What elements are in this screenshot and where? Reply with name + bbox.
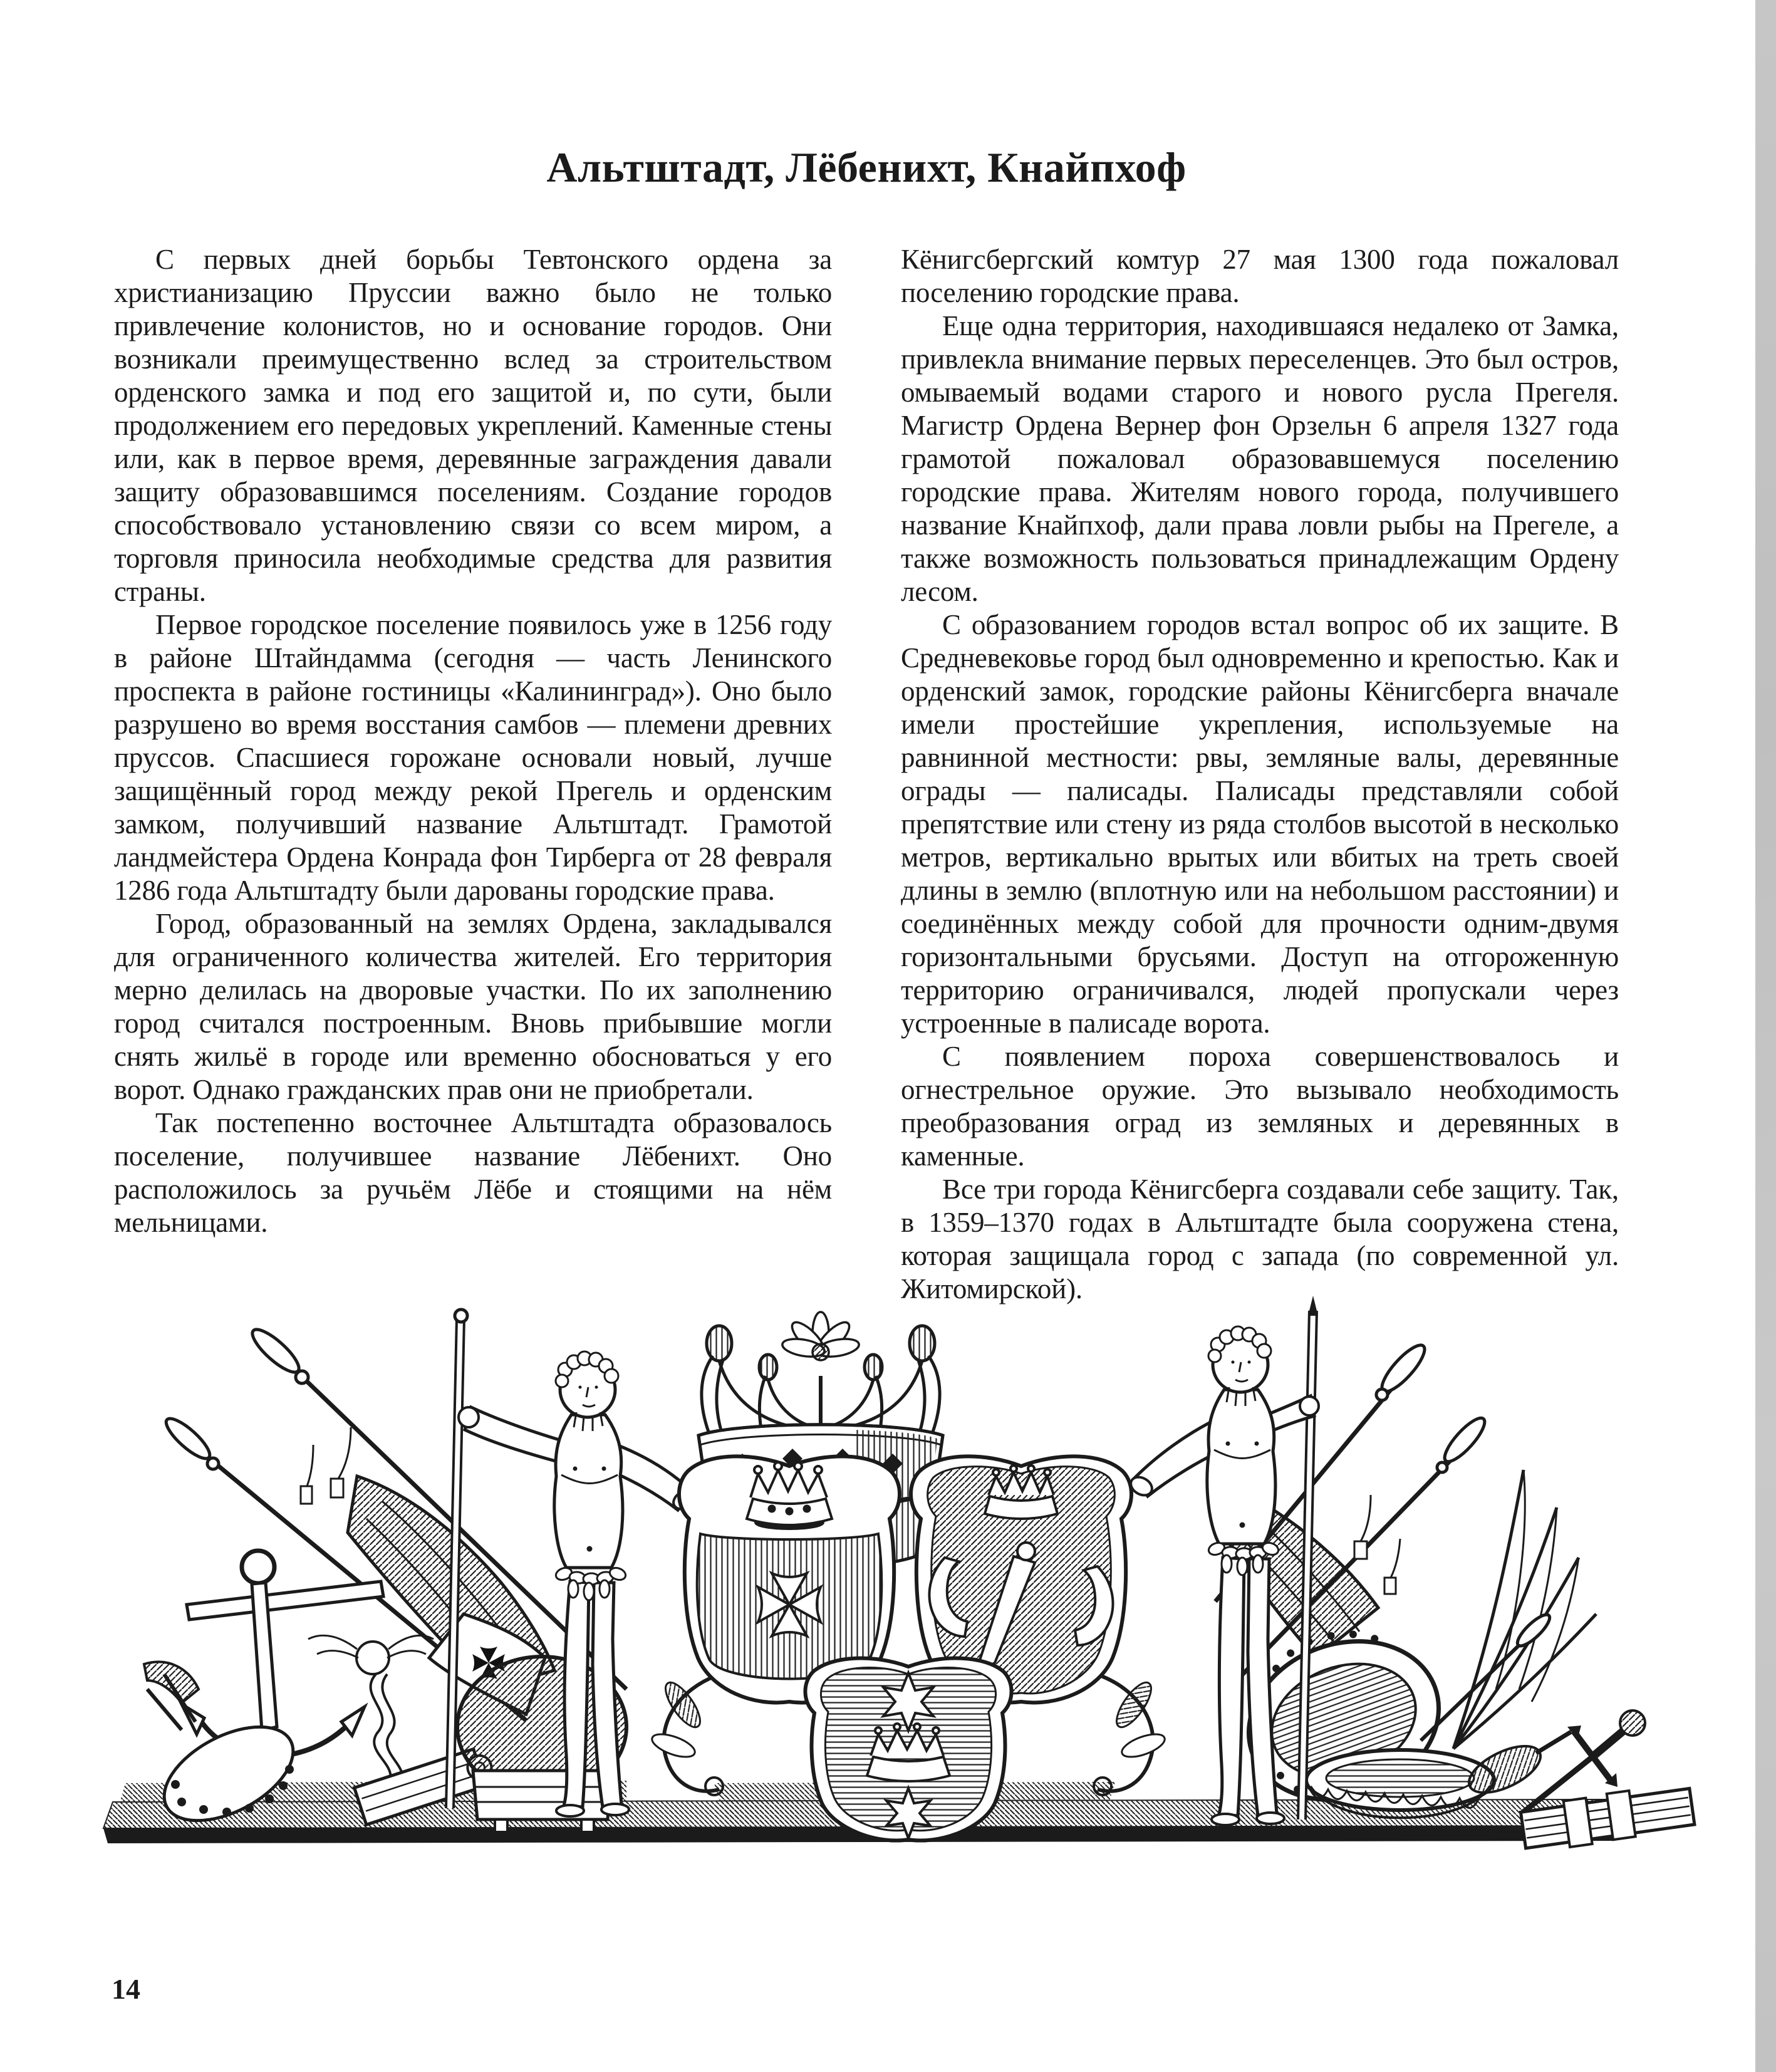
koenigsberg-coat-of-arms-engraving bbox=[88, 1288, 1716, 1860]
page-title: Альтштадт, Лёбенихт, Кнайпхоф bbox=[546, 143, 1187, 191]
paragraph: Так постепенно восточнее Альтштадта образовалось поселение, получившее название Лёбенихт. Оно расположилось за ручьём Лёбе и стоящими на нём мельницами. bbox=[114, 1107, 832, 1238]
page-number: 14 bbox=[112, 1973, 140, 2005]
loebenicht-shield bbox=[805, 1658, 1011, 1841]
paragraph: С образованием городов встал вопрос об их защите. В Средневековье город был одновременно и крепостью. Как и орденский замок, городские районы Кёнигсберга вначале имели простейшие укрепления, используемые на равнинной местности: рвы, земляные валы, деревянные ограды — палисады. Палисады представляли собой препятствие или стену из ряда столбов высотой в несколько метров, вертикально врытых или вбитых на треть своей длины в землю (вплотную или на небольшом расстоянии) и соединённых между собой для прочности одним-двумя горизонтальными брусьями. Доступ на отгороженную территорию ограничивался, людей пропускали через устроенные в палисаде ворота. bbox=[901, 609, 1619, 1039]
paragraph: Город, образованный на землях Ордена, закладывался для ограниченного количества жителей. Его территория мерно делилась на дворовые участки. По их заполнению город считался построенным. Вновь прибывшие могли снять жильё в городе или временно обосноваться у его ворот. Однако гражданских прав они не приобретали. bbox=[114, 908, 832, 1105]
scan-edge-strip bbox=[1755, 0, 1776, 2072]
paragraph: Еще одна территория, находившаяся недалеко от Замка, привлекла внимание первых переселенцев. Это был остров, омываемый водами старого и нового русла Прегеля. Магистр Ордена Вернер фон Орзельн 6 апреля 1327 года грамотой пожаловал образовавшемуся поселению городские права. Жителям нового города, получившего название Кнайпхоф, дали права ловли рыбы на Прегеле, а также возможность пользоваться принадлежащим Ордену лесом. bbox=[901, 310, 1619, 607]
paragraph: Кёнигсбергский комтур 27 мая 1300 года пожаловал поселению городские права. bbox=[901, 244, 1619, 308]
paragraph: С появлением пороха совершенствовалось и огнестрельное оружие. Это вызывало необходимость преобразования оград из земляных и деревянных в каменные. bbox=[901, 1041, 1619, 1172]
paragraph: С первых дней борьбы Тевтонского ордена за христианизацию Пруссии важно было не только привлечение колонистов, но и основание городов. Они возникали преимущественно вслед за строительством орденского замка и под его защитой и, по сути, были продолжением его передовых укреплений. Каменные стены или, как в первое время, деревянные заграждения давали защиту образовавшимся поселениям. Создание городов способствовало установлению связи со всем миром, а торговля приносила необходимые средства для развития страны. bbox=[114, 244, 832, 607]
trophies-left bbox=[144, 1324, 626, 1840]
text-column-left bbox=[114, 243, 832, 1239]
paragraph: Первое городское поселение появилось уже в 1256 году в районе Штайндамма (сегодня — часть Ленинского проспекта в районе гостиницы «Калининград»). Оно было разрушено во время восстания самбов — племени древних пруссов. Спасшиеся горожане основали новый, лучше защищённый город между рекой Прегель и орденским замком, получивший название Альтштадт. Грамотой ландмейстера Ордена Конрада фон Тирберга от 28 февраля 1286 года Альтштадту были дарованы городские права. bbox=[114, 609, 832, 906]
text-column-right bbox=[901, 243, 1619, 1306]
paragraph: Все три города Кёнигсберга создавали себе защиту. Так, в 1359–1370 годах в Альтштадте была сооружена стена, которая защищала город с запада (по современной ул. Житомирской). bbox=[901, 1174, 1619, 1304]
